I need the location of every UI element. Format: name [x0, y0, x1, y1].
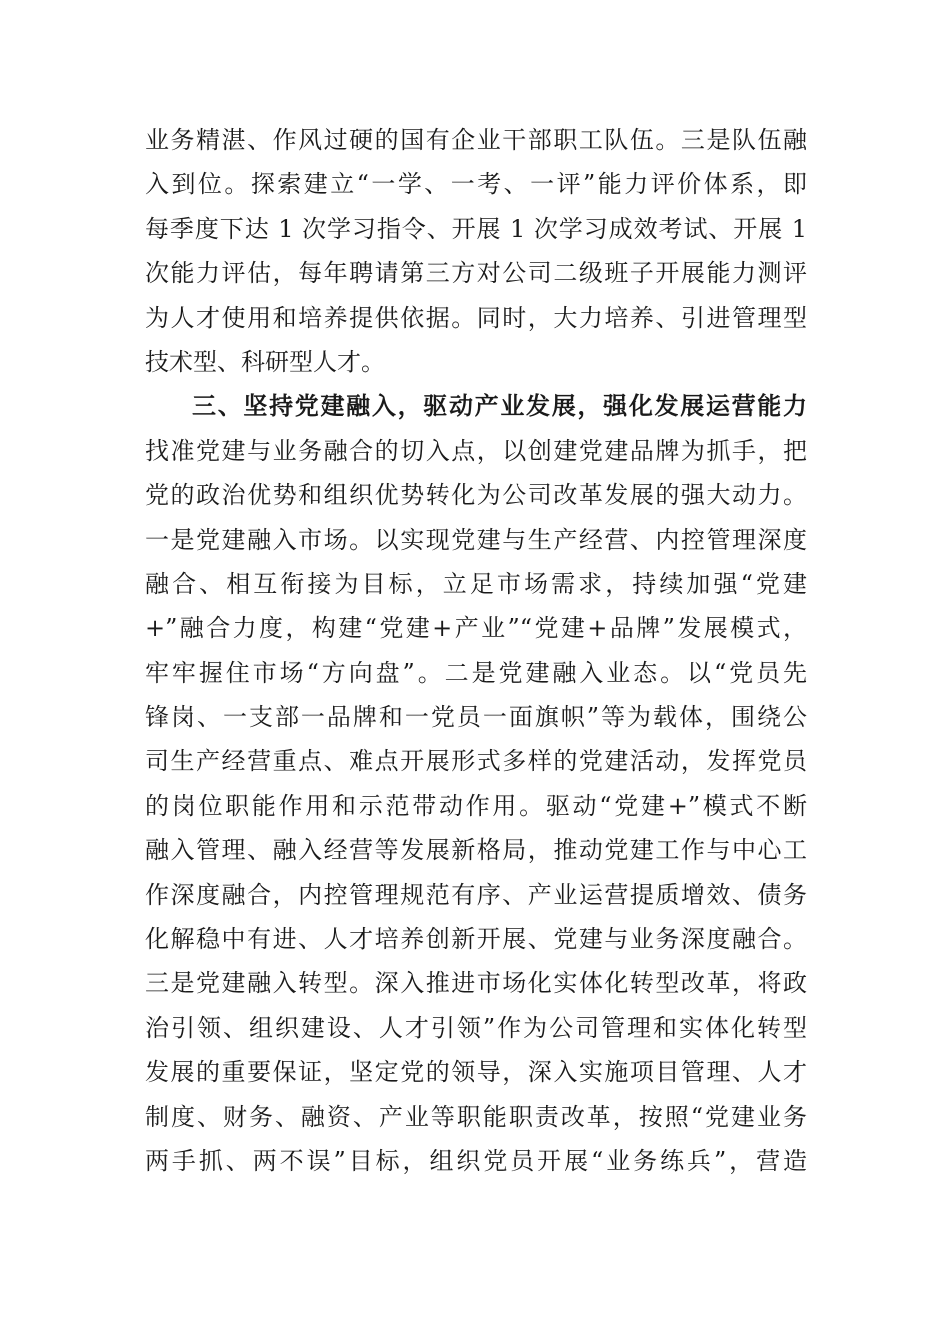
section-heading: 三、坚持党建融入，驱动产业发展，强化发展运营能力	[192, 391, 807, 421]
section-line: 化解稳中有进、人才培养创新开展、党建与业务深度融合。	[145, 925, 807, 954]
section-line: 融入管理、融入经营等发展新格局，推动党建工作与中心工	[145, 836, 807, 865]
section-line: 三是党建融入转型。深入推进市场化实体化转型改革，将政	[145, 969, 807, 998]
section-line: 制度、财务、融资、产业等职能职责改革，按照“党建业务	[145, 1102, 807, 1131]
section-line: 发展的重要保证，坚定党的领导，深入实施项目管理、人才	[145, 1058, 807, 1087]
section-line: 司生产经营重点、难点开展形式多样的党建活动，发挥党员	[145, 747, 807, 776]
section-line: 两手抓、两不误”目标，组织党员开展“业务练兵”，营造	[145, 1146, 807, 1175]
section-line: 党的政治优势和组织优势转化为公司改革发展的强大动力。	[145, 481, 807, 510]
section-line: 治引领、组织建设、人才引领”作为公司管理和实体化转型	[145, 1013, 807, 1042]
section-line: 锋岗、一支部一品牌和一党员一面旗帜”等为载体，围绕公	[145, 703, 807, 732]
body-line: 为人才使用和培养提供依据。同时，大力培养、引进管理型	[145, 303, 807, 332]
section-line: 作深度融合，内控管理规范有序、产业运营提质增效、债务	[145, 880, 807, 909]
document-body	[145, 118, 807, 1183]
section-line: 一是党建融入市场。以实现党建与生产经营、内控管理深度	[145, 525, 807, 554]
section-line: 找准党建与业务融合的切入点，以创建党建品牌为抓手，把	[145, 436, 807, 465]
body-line: 次能力评估，每年聘请第三方对公司二级班子开展能力测评	[145, 259, 807, 288]
section-line: 牢牢握住市场“方向盘”。二是党建融入业态。以“党员先	[145, 658, 807, 687]
body-line: 每季度下达 1 次学习指令、开展 1 次学习成效考试、开展 1	[145, 214, 807, 243]
section-line: 融合、相互衔接为目标，立足市场需求，持续加强“党建	[145, 569, 807, 598]
section-line: 的岗位职能作用和示范带动作用。驱动“党建+”模式不断	[145, 791, 807, 820]
body-line: 业务精湛、作风过硬的国有企业干部职工队伍。三是队伍融	[145, 126, 807, 154]
body-line: 入到位。探索建立“一学、一考、一评”能力评价体系，即	[145, 170, 807, 199]
section-line: +”融合力度，构建“党建+产业”“党建+品牌”发展模式，	[145, 614, 807, 643]
body-line: 技术型、科研型人才。	[145, 347, 385, 376]
